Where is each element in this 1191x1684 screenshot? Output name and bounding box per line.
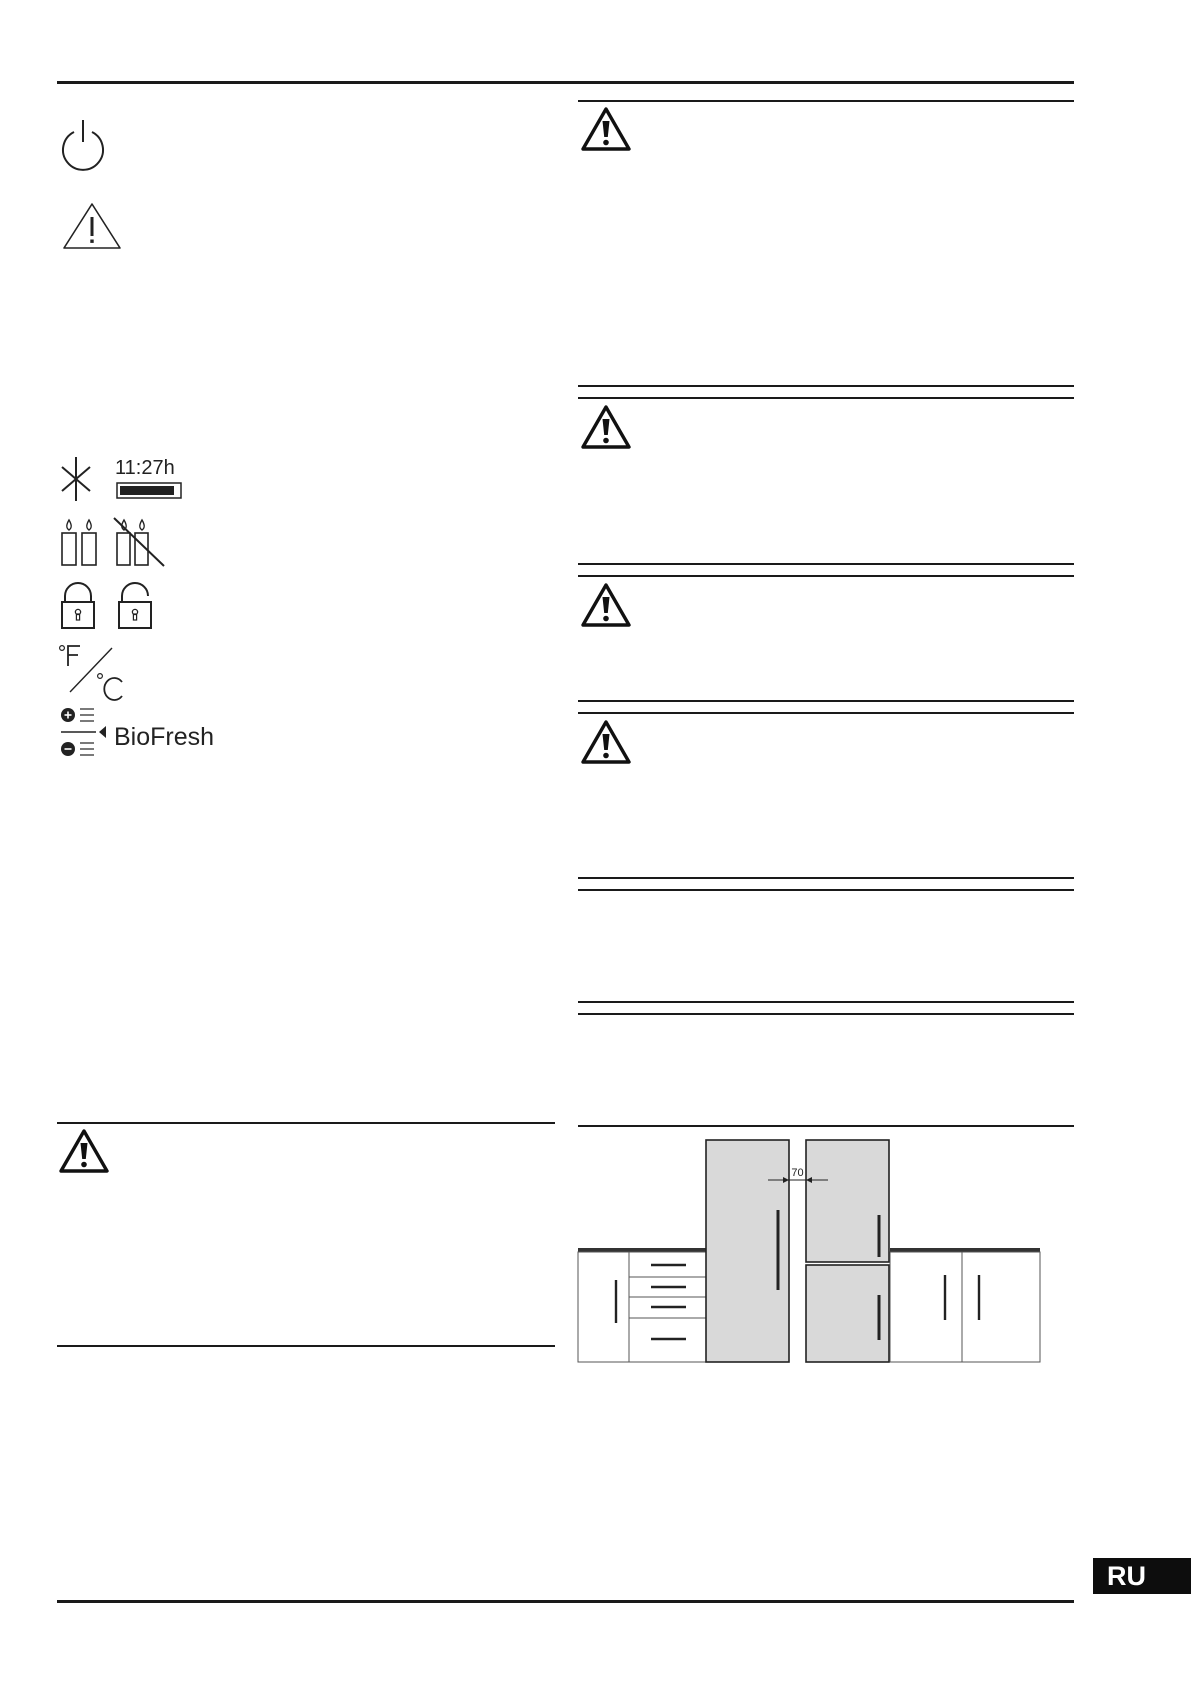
section-rule [578,877,1074,879]
warning-icon [58,1128,110,1174]
section-rule [578,700,1074,702]
progress-bar [116,482,182,500]
section-rule [578,575,1074,577]
language-badge: RU [1093,1558,1191,1594]
section-rule [578,385,1074,387]
biofresh-label: BioFresh [114,723,215,751]
supercool-icon [60,457,92,501]
holiday-mode-off-icon [112,516,168,568]
section-rule [578,397,1074,399]
holiday-mode-icon [60,518,100,568]
fahrenheit-celsius-icon [58,642,130,702]
section-rule [57,1122,555,1124]
biofresh-humidity-icon [60,705,110,757]
footer-rule [57,1600,1074,1603]
timer-display: 11:27h [115,457,175,479]
unlock-icon [117,582,153,630]
side-by-side-installation-figure [578,1135,1040,1365]
section-rule [578,712,1074,714]
section-rule [578,889,1074,891]
section-rule [578,1125,1074,1127]
warning-icon [580,582,632,628]
section-rule [578,1001,1074,1003]
power-icon [58,120,108,170]
section-rule [578,100,1074,102]
lock-icon [60,582,96,630]
section-rule [57,1345,555,1347]
header-rule [57,81,1074,84]
warning-icon [580,106,632,152]
section-rule [578,1013,1074,1015]
gap-dimension-label: 70 [791,1167,804,1179]
warning-icon [580,719,632,765]
warning-icon [62,202,122,250]
warning-icon [580,404,632,450]
section-rule [578,563,1074,565]
